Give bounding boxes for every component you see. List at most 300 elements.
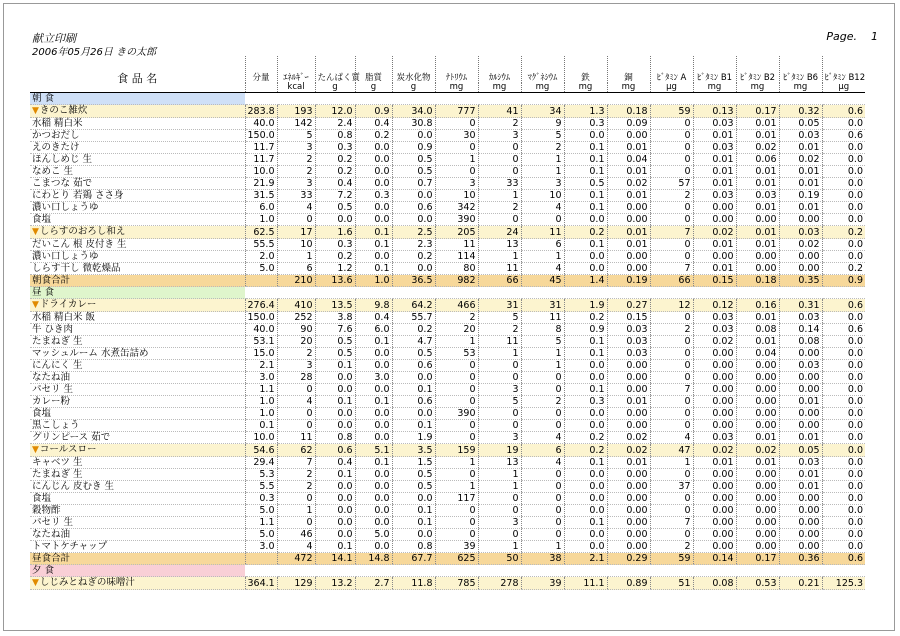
value-cell: 1 <box>435 457 478 469</box>
value-cell: 4.7 <box>392 336 435 348</box>
food-name-cell <box>30 481 245 493</box>
column-header: ｴﾈﾙｷﾞｰ <box>277 56 315 83</box>
value-cell: 4 <box>521 432 564 444</box>
value-cell: 0.0 <box>392 190 435 202</box>
value-cell: 0.01 <box>693 166 736 178</box>
column-unit: mg <box>478 83 521 93</box>
value-cell: 0.01 <box>736 336 779 348</box>
value-cell: 46 <box>277 529 315 541</box>
value-cell: 0.0 <box>355 360 392 372</box>
value-cell: 4 <box>521 263 564 275</box>
value-cell: 0.2 <box>564 226 607 239</box>
value-cell: 0.02 <box>693 226 736 239</box>
column-unit: g <box>315 83 355 93</box>
value-cell: 0.15 <box>693 275 736 287</box>
value-cell: 0.1 <box>355 396 392 408</box>
value-cell: 1 <box>435 154 478 166</box>
value-cell: 0.00 <box>607 541 650 553</box>
value-cell: 8 <box>521 324 564 336</box>
value-cell: 0 <box>478 408 521 420</box>
value-cell: 0.12 <box>693 299 736 312</box>
empty-cell <box>277 287 315 299</box>
value-cell: 53.1 <box>245 336 277 348</box>
ingredient-row <box>30 312 865 324</box>
value-cell: 5.0 <box>245 263 277 275</box>
empty-cell <box>650 287 693 299</box>
value-cell: 0.00 <box>693 348 736 360</box>
value-cell: 0.6 <box>392 396 435 408</box>
value-cell: 0.5 <box>392 154 435 166</box>
value-cell: 0.05 <box>779 118 822 130</box>
value-cell: 33 <box>478 178 521 190</box>
value-cell: 7.2 <box>315 190 355 202</box>
value-cell: 0.03 <box>779 457 822 469</box>
value-cell: 2 <box>521 142 564 154</box>
food-name-cell <box>30 190 245 202</box>
empty-cell <box>435 287 478 299</box>
value-cell: 0.0 <box>564 408 607 420</box>
value-cell: 0.0 <box>822 420 865 432</box>
value-cell: 283.8 <box>245 105 277 118</box>
value-cell: 1.3 <box>564 105 607 118</box>
value-cell: 0.00 <box>779 214 822 226</box>
food-name: たまねぎ 生 <box>32 336 83 347</box>
empty-cell <box>736 287 779 299</box>
value-cell: 0.2 <box>822 263 865 275</box>
value-cell: 0 <box>650 239 693 251</box>
page-label: Page. <box>826 30 857 43</box>
value-cell: 0.01 <box>736 432 779 444</box>
ingredient-row <box>30 469 865 481</box>
value-cell: 0.0 <box>355 541 392 553</box>
value-cell: 21.9 <box>245 178 277 190</box>
value-cell: 0 <box>435 372 478 384</box>
value-cell: 0.00 <box>607 360 650 372</box>
value-cell: 0.01 <box>607 396 650 408</box>
value-cell: 0.0 <box>315 214 355 226</box>
value-cell: 1 <box>435 481 478 493</box>
column-unit: μg <box>822 83 865 93</box>
empty-cell <box>779 565 822 577</box>
food-name: しじみとねぎの味噌汁 <box>39 577 135 588</box>
value-cell: 3 <box>521 178 564 190</box>
value-cell: 0.0 <box>315 481 355 493</box>
value-cell: 31 <box>478 299 521 312</box>
value-cell: 0.00 <box>607 251 650 263</box>
value-cell: 0 <box>435 505 478 517</box>
value-cell: 0.02 <box>779 239 822 251</box>
food-name-cell <box>30 360 245 372</box>
column-header: 炭水化物 <box>392 56 435 83</box>
value-cell: 0.00 <box>736 214 779 226</box>
value-cell: 0.01 <box>736 118 779 130</box>
value-cell: 0 <box>435 469 478 481</box>
value-cell: 0.0 <box>355 505 392 517</box>
value-cell: 0.5 <box>392 166 435 178</box>
value-cell: 0 <box>478 360 521 372</box>
table-header <box>30 56 865 93</box>
value-cell: 40.0 <box>245 118 277 130</box>
value-cell: 0 <box>650 420 693 432</box>
ingredient-row <box>30 372 865 384</box>
value-cell: 0.0 <box>355 348 392 360</box>
value-cell: 11 <box>521 226 564 239</box>
value-cell: 6.0 <box>355 324 392 336</box>
column-header: 脂質 <box>355 56 392 83</box>
value-cell: 0.0 <box>315 517 355 529</box>
ingredient-row <box>30 384 865 396</box>
value-cell: 0 <box>650 312 693 324</box>
value-cell: 0.08 <box>736 324 779 336</box>
empty-cell <box>521 287 564 299</box>
empty-cell <box>822 287 865 299</box>
value-cell: 0.00 <box>693 517 736 529</box>
column-header: たんぱく質 <box>315 56 355 83</box>
value-cell: 1.5 <box>392 457 435 469</box>
value-cell: 1.2 <box>315 263 355 275</box>
value-cell: 20 <box>435 324 478 336</box>
value-cell: 0.02 <box>693 336 736 348</box>
food-name-cell <box>30 105 245 118</box>
ingredient-row <box>30 142 865 154</box>
food-name: 食塩 <box>32 493 52 504</box>
value-cell: 2 <box>277 348 315 360</box>
value-cell: 1.0 <box>245 214 277 226</box>
value-cell: 15.0 <box>245 348 277 360</box>
value-cell: 0.6 <box>315 444 355 457</box>
value-cell: 0.00 <box>607 481 650 493</box>
value-cell: 1 <box>277 251 315 263</box>
value-cell: 13 <box>478 457 521 469</box>
ingredient-row <box>30 154 865 166</box>
empty-cell <box>245 287 277 299</box>
value-cell: 0.00 <box>693 420 736 432</box>
value-cell: 0 <box>650 142 693 154</box>
ingredient-row <box>30 505 865 517</box>
value-cell: 0.00 <box>779 541 822 553</box>
value-cell: 0.03 <box>693 312 736 324</box>
value-cell: 3.0 <box>355 372 392 384</box>
value-cell: 0.01 <box>693 263 736 275</box>
food-name: しらすのおろし和え <box>39 226 126 237</box>
value-cell: 0.0 <box>822 336 865 348</box>
value-cell: 13 <box>478 239 521 251</box>
value-cell: 0.02 <box>779 154 822 166</box>
food-name-cell <box>30 299 245 312</box>
empty-cell <box>693 287 736 299</box>
value-cell: 0.0 <box>822 432 865 444</box>
food-name: なめこ 生 <box>32 166 74 177</box>
value-cell: 3 <box>478 130 521 142</box>
value-cell: 0.2 <box>564 312 607 324</box>
value-cell: 0.00 <box>693 202 736 214</box>
value-cell: 0.01 <box>607 190 650 202</box>
value-cell: 0.3 <box>315 142 355 154</box>
value-cell: 3 <box>478 432 521 444</box>
value-cell: 0.8 <box>315 130 355 142</box>
value-cell: 0.6 <box>822 324 865 336</box>
value-cell: 24 <box>478 226 521 239</box>
value-cell: 5 <box>478 312 521 324</box>
value-cell: 0 <box>478 214 521 226</box>
value-cell: 0.0 <box>564 481 607 493</box>
value-cell: 30.8 <box>392 118 435 130</box>
value-cell: 0.1 <box>564 202 607 214</box>
value-cell: 0.00 <box>779 529 822 541</box>
value-cell: 0.00 <box>736 372 779 384</box>
food-name: かつおだし <box>32 130 80 141</box>
value-cell: 0.03 <box>779 130 822 142</box>
value-cell: 0 <box>435 517 478 529</box>
value-cell: 11.1 <box>564 577 607 590</box>
value-cell: 11 <box>277 432 315 444</box>
value-cell: 0.0 <box>822 190 865 202</box>
column-header: 銅 <box>607 56 650 83</box>
value-cell: 2 <box>277 154 315 166</box>
value-cell: 0.06 <box>736 154 779 166</box>
column-unit: mg <box>607 83 650 93</box>
value-cell: 466 <box>435 299 478 312</box>
value-cell: 205 <box>435 226 478 239</box>
value-cell: 0 <box>650 348 693 360</box>
empty-cell <box>392 565 435 577</box>
value-cell: 0.0 <box>392 214 435 226</box>
value-cell: 0.00 <box>736 469 779 481</box>
food-name: こまつな 茹で <box>32 178 93 189</box>
value-cell: 142 <box>277 118 315 130</box>
value-cell: 34 <box>521 105 564 118</box>
value-cell: 0.2 <box>315 251 355 263</box>
value-cell: 0.0 <box>355 469 392 481</box>
value-cell: 5.0 <box>245 505 277 517</box>
value-cell: 0.1 <box>564 239 607 251</box>
value-cell: 364.1 <box>245 577 277 590</box>
value-cell: 2.7 <box>355 577 392 590</box>
ingredient-row <box>30 166 865 178</box>
ingredient-row <box>30 408 865 420</box>
value-cell: 0 <box>521 420 564 432</box>
value-cell: 0.00 <box>607 505 650 517</box>
value-cell: 0.1 <box>315 396 355 408</box>
value-cell: 0.0 <box>392 493 435 505</box>
ingredient-row <box>30 178 865 190</box>
value-cell: 0 <box>277 214 315 226</box>
food-name: にんじん 皮むき 生 <box>32 481 115 492</box>
value-cell: 80 <box>435 263 478 275</box>
value-cell: 0.0 <box>355 493 392 505</box>
food-name-cell <box>30 505 245 517</box>
food-name-cell <box>30 396 245 408</box>
value-cell: 4 <box>521 202 564 214</box>
column-unit <box>245 83 277 93</box>
food-name: 水稲 精白米 <box>32 118 83 129</box>
value-cell: 785 <box>435 577 478 590</box>
collapse-triangle-icon: ▼ <box>32 445 39 455</box>
value-cell: 0 <box>435 360 478 372</box>
value-cell: 0.00 <box>736 408 779 420</box>
value-cell: 7 <box>650 384 693 396</box>
value-cell: 39 <box>521 577 564 590</box>
food-name-cell <box>30 408 245 420</box>
value-cell: 129 <box>277 577 315 590</box>
column-unit: mg <box>736 83 779 93</box>
value-cell: 0.1 <box>392 384 435 396</box>
column-unit: mg <box>693 83 736 93</box>
food-name-cell <box>30 577 245 590</box>
value-cell: 0.1 <box>355 263 392 275</box>
value-cell <box>245 275 277 287</box>
value-cell: 0.0 <box>822 408 865 420</box>
food-name-cell <box>30 166 245 178</box>
value-cell: 3 <box>435 178 478 190</box>
food-name-cell <box>30 517 245 529</box>
empty-cell <box>245 565 277 577</box>
value-cell: 57 <box>650 178 693 190</box>
food-name: グリンピース 茹で <box>32 432 111 443</box>
empty-cell <box>564 93 607 105</box>
value-cell: 0 <box>521 214 564 226</box>
value-cell: 1 <box>478 251 521 263</box>
value-cell: 0.00 <box>779 348 822 360</box>
value-cell: 0.0 <box>822 154 865 166</box>
food-name: パセリ 生 <box>32 384 74 395</box>
value-cell: 0.1 <box>355 336 392 348</box>
column-unit: μg <box>650 83 693 93</box>
value-cell: 6 <box>521 444 564 457</box>
value-cell: 1 <box>521 166 564 178</box>
subtotal-row <box>30 275 865 287</box>
value-cell: 0.05 <box>779 444 822 457</box>
value-cell: 0.1 <box>315 541 355 553</box>
dish-row <box>30 299 865 312</box>
ingredient-row <box>30 251 865 263</box>
value-cell: 0 <box>650 505 693 517</box>
value-cell: 2 <box>478 118 521 130</box>
empty-cell <box>693 565 736 577</box>
value-cell: 0.00 <box>736 505 779 517</box>
empty-cell <box>736 93 779 105</box>
food-name-cell <box>30 214 245 226</box>
value-cell: 0 <box>478 154 521 166</box>
value-cell: 1 <box>521 360 564 372</box>
value-cell: 5.0 <box>245 529 277 541</box>
value-cell: 0 <box>521 408 564 420</box>
meal-section-label: 夕 食 <box>30 565 245 577</box>
value-cell: 31 <box>521 299 564 312</box>
value-cell: 29.4 <box>245 457 277 469</box>
value-cell: 0 <box>478 166 521 178</box>
column-header: ｶﾙｼｳﾑ <box>478 56 521 83</box>
value-cell: 0 <box>478 529 521 541</box>
value-cell: 390 <box>435 408 478 420</box>
value-cell: 0.0 <box>822 517 865 529</box>
value-cell: 0.0 <box>392 372 435 384</box>
food-name: ほんしめじ 生 <box>32 154 93 165</box>
value-cell: 0 <box>650 372 693 384</box>
value-cell: 0.01 <box>736 166 779 178</box>
value-cell: 0.00 <box>607 517 650 529</box>
value-cell: 0.15 <box>607 312 650 324</box>
value-cell: 0.1 <box>355 457 392 469</box>
value-cell: 0.0 <box>822 505 865 517</box>
value-cell: 193 <box>277 105 315 118</box>
collapse-triangle-icon: ▼ <box>32 578 39 588</box>
value-cell: 2 <box>650 324 693 336</box>
value-cell: 4 <box>277 396 315 408</box>
value-cell: 0.1 <box>392 505 435 517</box>
value-cell: 1.0 <box>245 396 277 408</box>
value-cell: 0.0 <box>564 130 607 142</box>
empty-cell <box>607 93 650 105</box>
value-cell: 0.9 <box>392 142 435 154</box>
value-cell: 90 <box>277 324 315 336</box>
value-cell: 12.0 <box>315 105 355 118</box>
value-cell: 0 <box>650 336 693 348</box>
value-cell: 0.09 <box>607 118 650 130</box>
value-cell: 0 <box>650 469 693 481</box>
value-cell: 0 <box>650 214 693 226</box>
value-cell: 0 <box>521 517 564 529</box>
value-cell: 0.01 <box>693 130 736 142</box>
value-cell: 1.0 <box>245 408 277 420</box>
value-cell: 50 <box>478 553 521 565</box>
value-cell: 51 <box>650 577 693 590</box>
value-cell: 0.29 <box>607 553 650 565</box>
value-cell: 0.4 <box>355 118 392 130</box>
value-cell: 1 <box>521 348 564 360</box>
value-cell: 2.3 <box>392 239 435 251</box>
value-cell: 0.1 <box>245 420 277 432</box>
value-cell: 0.6 <box>392 360 435 372</box>
value-cell: 0.0 <box>822 251 865 263</box>
value-cell: 1 <box>478 469 521 481</box>
value-cell: 0.1 <box>564 142 607 154</box>
empty-cell <box>315 287 355 299</box>
value-cell: 4 <box>650 432 693 444</box>
food-name-cell <box>30 469 245 481</box>
food-name-cell <box>30 529 245 541</box>
value-cell: 0.5 <box>315 202 355 214</box>
column-header: ﾋﾞﾀﾐﾝ A <box>650 56 693 83</box>
food-name-cell <box>30 420 245 432</box>
value-cell: 6 <box>521 239 564 251</box>
value-cell: 0.4 <box>315 457 355 469</box>
value-cell: 0.1 <box>392 420 435 432</box>
food-name: 穀物酢 <box>32 505 61 516</box>
value-cell: 1.9 <box>392 432 435 444</box>
food-name-cell <box>30 275 245 287</box>
value-cell: 0.0 <box>564 372 607 384</box>
value-cell: 0.00 <box>607 469 650 481</box>
food-name: 水稲 精白米 飯 <box>32 312 96 323</box>
value-cell: 3 <box>277 178 315 190</box>
ingredient-row <box>30 324 865 336</box>
value-cell: 125.3 <box>822 577 865 590</box>
value-cell: 0.2 <box>355 130 392 142</box>
value-cell: 0.7 <box>392 178 435 190</box>
value-cell: 0 <box>650 202 693 214</box>
value-cell: 0.0 <box>822 202 865 214</box>
value-cell: 150.0 <box>245 312 277 324</box>
food-name: にわとり 若鶏 ささ身 <box>32 190 124 201</box>
table-body <box>30 93 865 590</box>
value-cell: 0.0 <box>564 493 607 505</box>
value-cell: 0 <box>521 481 564 493</box>
value-cell: 0.0 <box>564 505 607 517</box>
value-cell: 0.35 <box>779 275 822 287</box>
food-name: 濃い口しょうゆ <box>32 202 99 213</box>
value-cell: 0 <box>277 517 315 529</box>
